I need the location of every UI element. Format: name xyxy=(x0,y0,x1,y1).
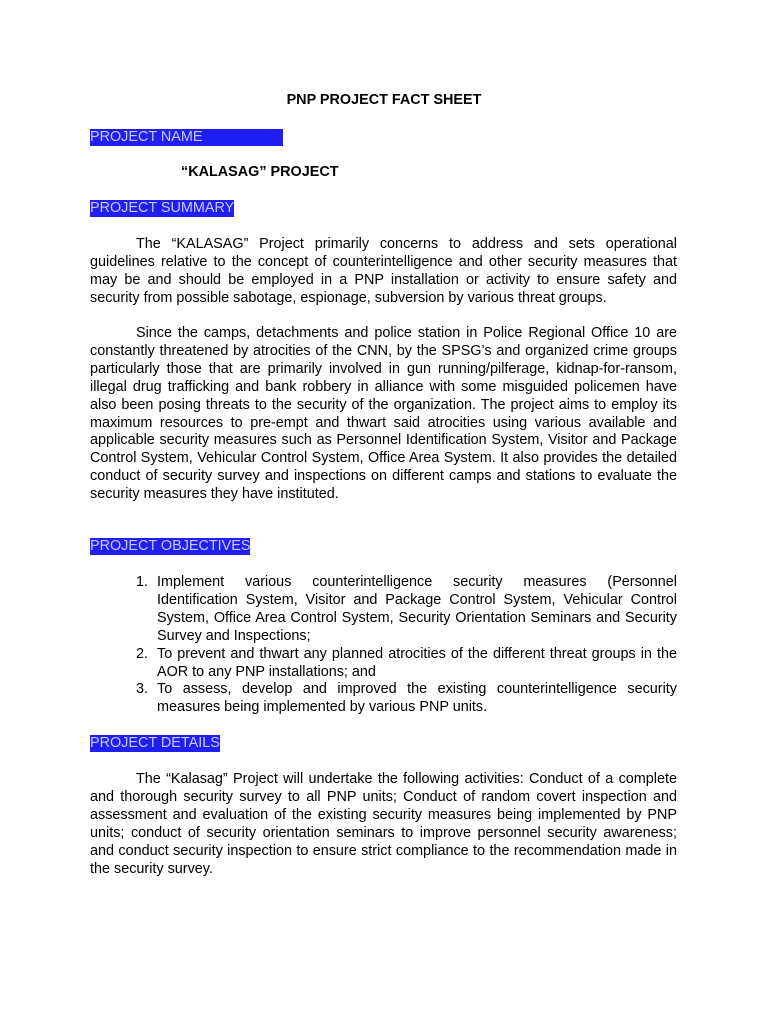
summary-paragraph-1: The “KALASAG” Project primarily concerns to address and sets operational guidelines relative to the concept of counterintelligence and other security measures that may be and should be employed in a PNP installation or activity to ensure safety and security from possible sabotage, espionage, subversion by various threat groups. xyxy=(90,236,677,306)
document-title: PNP PROJECT FACT SHEET xyxy=(286,92,482,108)
summary-paragraph-2: Since the camps, detachments and police station in Police Regional Office 10 are constantly threatened by atrocities of the CNN, by the SPSG’s and organized crime groups particularly those that are primarily involved in gun running/pilferage, kidnap-for-ransom, illegal drug trafficking and bank robbery in alliance with some misguided policemen have also been posing threats to the security of the organization. The project aims to employ its maximum resources to pre-empt and thwart said atrocities using various available and applicable security measures such as Personnel Identification System, Visitor and Package Control System, Vehicular Control System, Office Area System. It also provides the detailed conduct of security survey and inspections on different camps and stations to evaluate the security measures they have instituted. xyxy=(90,325,677,503)
list-item-number: 2. xyxy=(136,645,149,662)
details-paragraph: The “Kalasag” Project will undertake the following activities: Conduct of a complete and thorough security survey to all PNP units; Conduct of random covert inspection and assessment and evaluation of the existing security measures being implemented by PNP units; conduct of security orientation seminars to improve personnel security awareness; and conduct security inspection to ensure strict compliance to the recommendation made in the security survey. xyxy=(90,771,677,877)
list-item-number: 3. xyxy=(136,681,149,698)
project-summary-heading: PROJECT SUMMARY xyxy=(90,200,235,216)
project-details-heading: PROJECT DETAILS xyxy=(90,735,220,751)
list-item-text: Implement various counterintelligence security measures (Personnel Identification System, Visitor and Package Control System, Vehicular Control System, Office Area Control System, Security Orientation Seminars and Security Survey and Inspections; xyxy=(157,574,677,644)
list-item-number: 1. xyxy=(136,574,149,590)
project-objectives-heading: PROJECT OBJECTIVES xyxy=(90,538,251,554)
list-item xyxy=(90,681,677,717)
list-item xyxy=(90,574,677,646)
list-item-text: To prevent and thwart any planned atrocities of the different threat groups in the AOR to any PNP installations; and xyxy=(157,645,677,680)
list-item-text: To assess, develop and improved the existing counterintelligence security measures being implemented by various PNP units. xyxy=(157,681,677,716)
project-name-value: “KALASAG” PROJECT xyxy=(181,164,339,180)
list-item xyxy=(90,646,677,682)
objectives-list xyxy=(90,574,677,717)
project-name-heading: PROJECT NAME xyxy=(90,129,283,146)
